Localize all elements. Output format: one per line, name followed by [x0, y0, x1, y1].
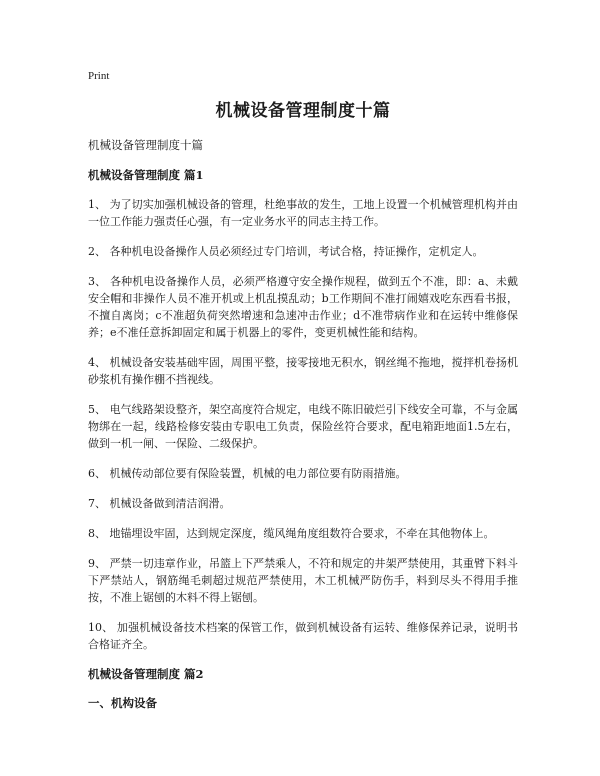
paragraph: 5、 电气线路架设整齐，架空高度符合规定，电线不陈旧破烂引下线安全可靠，不与金属物绑在一起，线路检修安装由专职电工负责，保险丝符合要求，配电箱距地面1.5左右，做到一机一闸、一保险、二级保护。 — [88, 403, 518, 450]
paragraph: 9、 严禁一切违章作业，吊篮上下严禁乘人，不符和规定的井架严禁使用，其重臂下料斗下严禁站人，钢筋绳毛刺超过规范严禁使用，木工机械严防伤手，料到尽头不得用手推按，不准上锯刨的木料不得上锯刨。 — [88, 557, 518, 604]
paragraph: 1、 为了切实加强机械设备的管理，杜绝事故的发生，工地上设置一个机械管理机构并由一位工作能力强责任心强，有一定业务水平的同志主持工作。 — [88, 198, 518, 228]
paragraph: 7、 机械设备做到清洁润滑。 — [88, 497, 231, 510]
paragraph: 6、 机械传动部位要有保险装置，机械的电力部位要有防雨措施。 — [88, 467, 407, 480]
paragraph-list — [88, 196, 518, 653]
section-heading-2: 机械设备管理制度 篇2 — [88, 667, 204, 681]
paragraph: 8、 地锚埋设牢固，达到规定深度，缆风绳角度组数符合要求，不牵在其他物体上。 — [88, 527, 495, 540]
section-sub-heading: 一、机构设备 — [88, 696, 157, 710]
paragraph: 2、 各种机电设备操作人员必须经过专门培训，考试合格，持证操作，定机定人。 — [88, 245, 484, 258]
page-title: 机械设备管理制度十篇 — [215, 101, 391, 121]
paragraph: 10、 加强机械设备技术档案的保管工作，做到机械设备有运转、维修保养记录，说明书合格证齐全。 — [88, 621, 518, 651]
document-page — [88, 70, 518, 724]
paragraph: 3、 各种机电设备操作人员，必须严格遵守安全操作规程，做到五个不准，即：a、未戴安全帽和非操作人员不准开机或上机乱摸乱动；b工作期间不准打闹嬉戏吃东西看书报，不擅自离岗；c不准超负荷突然增速和急速冲击作业；d不准带病作业和在运转中维修保养；e不准任意拆卸固定和属于机器上的零件，变更机械性能和结构。 — [88, 275, 518, 339]
print-label[interactable]: Print — [88, 70, 110, 82]
section-heading-1: 机械设备管理制度 篇1 — [88, 168, 204, 182]
document-subtitle: 机械设备管理制度十篇 — [88, 138, 203, 152]
paragraph: 4、 机械设备安装基础牢固，周围平整，接零接地无积水，钢丝绳不拖地，搅拌机卷扬机砂浆机有操作棚不挡视线。 — [88, 356, 518, 386]
